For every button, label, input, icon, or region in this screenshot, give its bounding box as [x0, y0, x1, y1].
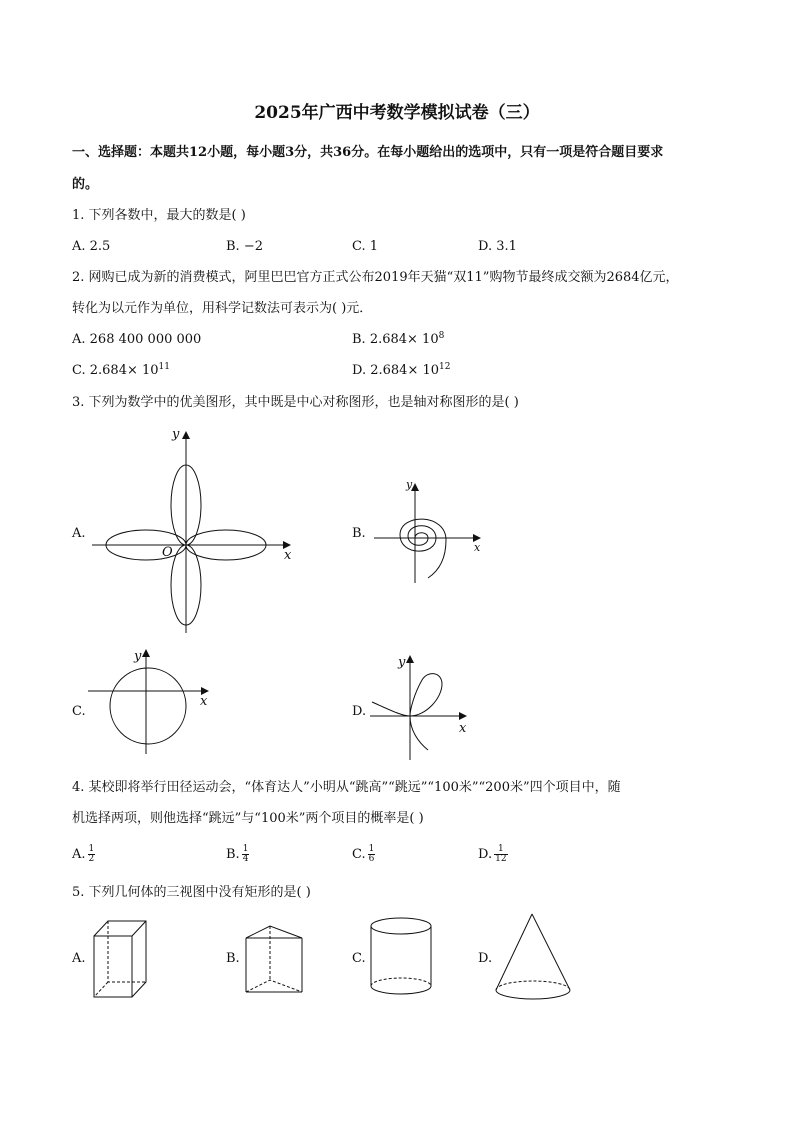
q1-option-d: D. 3.1	[478, 239, 517, 254]
question-4-stem-line1: 4. 某校即将举行田径运动会，“体育达人”小明从“跳高”“跳远”“100米”“200米”四个项目中，随	[72, 780, 621, 795]
q4-option-d: D. $\frac{1}{12}$	[478, 844, 507, 864]
q3b-x-label: x	[474, 541, 481, 554]
q3b-y-label: y	[406, 478, 413, 491]
q1-option-a: A. 2.5	[72, 239, 111, 254]
q3a-origin-label: O	[162, 545, 173, 560]
question-1-stem: 1. 下列各数中，最大的数是( )	[72, 208, 246, 223]
q5-option-c-label: C.	[352, 951, 366, 966]
q3c-x-label: x	[200, 694, 208, 709]
question-3-stem: 3. 下列为数学中的优美图形，其中既是中心对称图形，也是轴对称图形的是( )	[72, 395, 519, 410]
q3-figure-a-four-petal	[88, 428, 308, 638]
q5-option-a-label: A.	[72, 951, 86, 966]
q3-option-d-label: D.	[352, 704, 367, 719]
q3-option-a-label: A.	[72, 526, 86, 541]
q2-option-d: D. $2.684\times 10^{12}$	[352, 362, 451, 378]
q3-figure-b-spiral	[370, 478, 490, 588]
question-2-stem-line2: 转化为以元作为单位，用科学记数法可表示为( )元．	[72, 301, 373, 316]
question-2-stem-line1: 2. 网购已成为新的消费模式，阿里巴巴官方正式公布2019年天猫“双11”购物节最终成交额为2684亿元，	[72, 270, 679, 285]
section-heading-line2: 的。	[72, 177, 99, 192]
q3-option-b-label: B.	[352, 526, 366, 541]
q5-figure-c-cylinder	[369, 916, 433, 998]
q1-option-b: B. −2	[226, 239, 263, 254]
q3c-y-label: y	[134, 649, 142, 664]
q3d-x-label: x	[459, 721, 467, 736]
q5-option-d-label: D.	[478, 951, 493, 966]
q4-option-c: C. $\frac{1}{6}$	[352, 844, 375, 864]
question-5-stem: 5. 下列几何体的三视图中没有矩形的是( )	[72, 885, 311, 900]
q2-option-c: C. $2.684\times 10^{11}$	[72, 362, 170, 378]
page-title: 2025年广西中考数学模拟试卷（三）	[254, 103, 540, 123]
q4-option-b: B. $\frac{1}{4}$	[226, 844, 249, 864]
section-heading-line1: 一、选择题：本题共12小题，每小题3分，共36分。在每小题给出的选项中，只有一项是符合题目要求	[72, 145, 664, 160]
q4-option-a: A. $\frac{1}{2}$	[72, 844, 95, 864]
q3a-y-label: y	[172, 427, 180, 442]
q3-figure-c-circle	[88, 648, 218, 758]
question-4-stem-line2: 机选择两项，则他选择“跳远”与“100米”两个项目的概率是( )	[72, 811, 424, 826]
q3a-x-label: x	[284, 548, 292, 563]
q3d-y-label: y	[398, 655, 406, 670]
q5-figure-d-cone	[494, 912, 574, 1004]
q5-figure-a-cuboid	[92, 918, 152, 1000]
q1-option-c: C. 1	[352, 239, 379, 254]
q3-figure-d-folium	[370, 654, 490, 764]
q3-option-c-label: C.	[72, 704, 86, 719]
q2-option-a: A. 268 400 000 000	[72, 332, 202, 347]
q5-figure-b-prism	[244, 924, 308, 996]
q2-option-b: B. $2.684\times 10^8$	[352, 331, 445, 347]
q5-option-b-label: B.	[226, 951, 240, 966]
